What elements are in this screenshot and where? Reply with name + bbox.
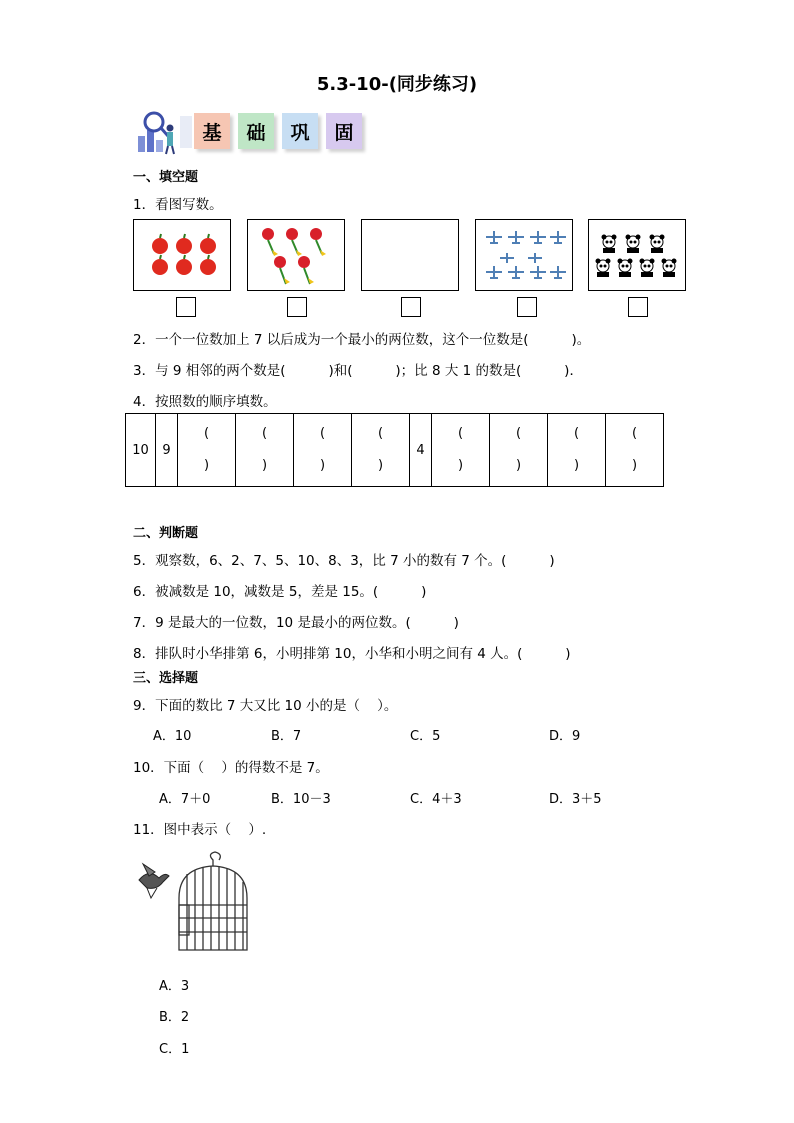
answer-box-4[interactable] bbox=[517, 297, 537, 317]
sequence-table bbox=[125, 413, 664, 487]
apple-icon bbox=[134, 220, 230, 290]
picture-apples bbox=[133, 219, 231, 291]
q11-option-c[interactable]: C．1 bbox=[159, 1042, 190, 1057]
question-11: 11．图中表示（ ）. bbox=[133, 822, 267, 838]
sequence-cell: 10 bbox=[126, 414, 156, 487]
question-7: 7．9 是最大的一位数，10 是最小的两位数。( ) bbox=[133, 615, 459, 631]
sequence-cell: 9 bbox=[156, 414, 178, 487]
sequence-blank[interactable]: ( ) bbox=[352, 414, 410, 487]
section-heading-multiple-choice: 三、选择题 bbox=[133, 671, 199, 686]
picture-pandas bbox=[588, 219, 686, 291]
question-6: 6．被减数是 10，减数是 5，差是 15。( ) bbox=[133, 584, 427, 600]
sequence-blank[interactable]: ( ) bbox=[606, 414, 664, 487]
banner-char-4: 固 bbox=[326, 113, 362, 149]
panda-icon bbox=[589, 220, 685, 290]
q10-option-a[interactable]: A．7＋0 bbox=[159, 792, 211, 807]
q10-option-c[interactable]: C．4＋3 bbox=[410, 792, 462, 807]
sequence-blank[interactable]: ( ) bbox=[432, 414, 490, 487]
q9-option-d[interactable]: D．9 bbox=[549, 729, 581, 744]
section-banner bbox=[132, 108, 382, 156]
q10-option-d[interactable]: D．3＋5 bbox=[549, 792, 602, 807]
magnifier-person-icon bbox=[132, 108, 182, 156]
q9-option-b[interactable]: B．7 bbox=[271, 729, 302, 744]
q10-option-b[interactable]: B．10－3 bbox=[271, 792, 331, 807]
answer-box-1[interactable] bbox=[176, 297, 196, 317]
q9-option-a[interactable]: A．10 bbox=[153, 729, 192, 744]
sequence-cell: 4 bbox=[410, 414, 432, 487]
question-4: 4．按照数的顺序填数。 bbox=[133, 394, 277, 410]
section-heading-fill-blank: 一、填空题 bbox=[133, 170, 199, 185]
picture-roses bbox=[247, 219, 345, 291]
q9-option-c[interactable]: C．5 bbox=[410, 729, 441, 744]
sequence-blank[interactable]: ( ) bbox=[294, 414, 352, 487]
sequence-blank[interactable]: ( ) bbox=[490, 414, 548, 487]
question-8: 8．排队时小华排第 6，小明排第 10，小华和小明之间有 4 人。( ) bbox=[133, 646, 571, 662]
question-3: 3．与 9 相邻的两个数是( )和( )；比 8 大 1 的数是( )． bbox=[133, 363, 583, 379]
question-1: 1．看图写数。 bbox=[133, 197, 223, 213]
question-10: 10．下面（ ）的得数不是 7。 bbox=[133, 760, 329, 776]
sequence-blank[interactable]: ( ) bbox=[236, 414, 294, 487]
answer-box-2[interactable] bbox=[287, 297, 307, 317]
answer-box-5[interactable] bbox=[628, 297, 648, 317]
rose-icon bbox=[248, 220, 344, 290]
picture-empty bbox=[361, 219, 459, 291]
banner-char-2: 础 bbox=[238, 113, 274, 149]
banner-char-1: 基 bbox=[194, 113, 230, 149]
sequence-blank[interactable]: ( ) bbox=[548, 414, 606, 487]
q11-option-a[interactable]: A．3 bbox=[159, 979, 190, 994]
question-2: 2．一个一位数加上 7 以后成为一个最小的两位数，这个一位数是( )。 bbox=[133, 332, 591, 348]
sequence-blank[interactable]: ( ) bbox=[178, 414, 236, 487]
section-heading-true-false: 二、判断题 bbox=[133, 526, 199, 541]
banner-char-3: 巩 bbox=[282, 113, 318, 149]
question-5: 5．观察数，6、2、7、5、10、8、3，比 7 小的数有 7 个。( ) bbox=[133, 553, 555, 569]
picture-airplanes bbox=[475, 219, 573, 291]
answer-box-3[interactable] bbox=[401, 297, 421, 317]
birdcage-illustration bbox=[135, 850, 255, 960]
question-9: 9．下面的数比 7 大又比 10 小的是（ ）。 bbox=[133, 698, 398, 714]
airplane-icon bbox=[476, 220, 572, 290]
bird-icon bbox=[139, 864, 169, 898]
q11-option-b[interactable]: B．2 bbox=[159, 1010, 190, 1025]
page-title: 5.3-10-(同步练习) bbox=[316, 74, 478, 95]
